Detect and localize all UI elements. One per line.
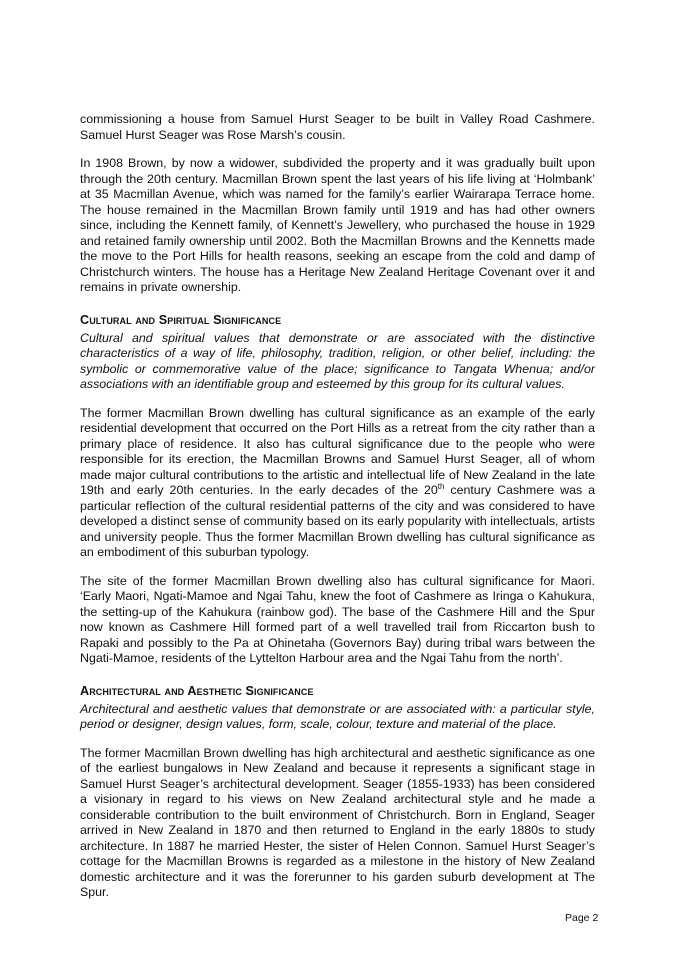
cultural-paragraph-1-part-a: The former Macmillan Brown dwelling has cultural significance as an example of the early residential development that occurred on the Port Hills as a retreat from the city rather than a primary place of residence. It also has cultural significance due to the people who were responsible for its erection, the Macmillan Browns and Samuel Hurst Seager, all of whom made major cultural contributions to the artistic and intellectual life of New Zealand in the late 19th and early 20th centuries. In the early decades of the 20 <box>80 405 595 497</box>
architectural-heading: Architectural and Aesthetic Significance <box>80 683 314 698</box>
document-page <box>80 112 595 901</box>
page-number: Page 2 <box>565 912 599 924</box>
ordinal-superscript: th <box>437 481 445 491</box>
architectural-intro: Architectural and aesthetic values that demonstrate or are associated with: a particular style, period or designer, design values, form, scale, colour, texture and material of the place. <box>80 701 595 731</box>
cultural-paragraph-2: The site of the former Macmillan Brown dwelling also has cultural significance for Maori. ‘Early Maori, Ngati-Mamoe and Ngai Tahu, knew the foot of Cashmere as Iringa o Kahukura, the setting-up of the Kahukura (rainbow god). The base of the Cashmere Hill and the Spur now known as Cashmere Hill formed part of a well travelled trail from Riccarton bush to Rapaki and possibly to the Pa at Ohinetaha (Governors Bay) during tribal wars between the Ngati-Mamoe, residents of the Lyttelton Harbour area and the Ngai Tahu from the north’. <box>80 573 595 665</box>
cultural-paragraph-1-part-b: century Cashmere was a particular reflection of the cultural residential patterns of the city and was considered to have developed a distinct sense of community based on its early popularity with intellectuals, artists and university people. Thus the former Macmillan Brown dwelling has cultural significance as an embodiment of this suburban typology. <box>80 483 596 559</box>
history-paragraph-2: In 1908 Brown, by now a widower, subdivided the property and it was gradually built upon through the 20th century. Macmillan Brown spent the last years of his life living at ‘Holmbank’ at 35 Macmillan Avenue, which was named for the family’s earlier Wairarapa Terrace home. The house remained in the Macmillan Brown family until 1919 and has had other owners since, including the Kennett family, of Kennett’s Jewellery, who purchased the house in 1929 and retained family ownership until 2002. Both the Macmillan Browns and the Kennetts made the move to the Port Hills for health reasons, seeking an escape from the cold and damp of Christchurch winters. The house has a Heritage New Zealand Heritage Covenant over it and remains in private ownership. <box>80 156 595 294</box>
cultural-heading: Cultural and Spiritual Significance <box>80 312 282 327</box>
cultural-intro: Cultural and spiritual values that demonstrate or are associated with the distinctive characteristics of a way of life, philosophy, tradition, religion, or other belief, including: the symbolic or commemorative value of the place; significance to Tangata Whenua; and/or associations with an identifiable group and esteemed by this group for its cultural values. <box>80 330 595 391</box>
architectural-paragraph-1: The former Macmillan Brown dwelling has high architectural and aesthetic significance as one of the earliest bungalows in New Zealand and because it represents a significant stage in Samuel Hurst Seager’s architectural development. Seager (1855-1933) has been considered a visionary in regard to his views on New Zealand architectural style and he made a considerable contribution to the built environment of Christchurch. Born in England, Seager arrived in New Zealand in 1870 and then returned to England in the early 1880s to study architecture. In 1887 he married Hester, the sister of Helen Connon. Samuel Hurst Seager’s cottage for the Macmillan Browns is regarded as a milestone in the history of New Zealand domestic architecture and it was the forerunner to his garden suburb development at The Spur. <box>80 745 595 899</box>
history-paragraph-1: commissioning a house from Samuel Hurst Seager to be built in Valley Road Cashmere. Samuel Hurst Seager was Rose Marsh’s cousin. <box>80 112 595 142</box>
cultural-paragraph-1 <box>80 406 595 561</box>
